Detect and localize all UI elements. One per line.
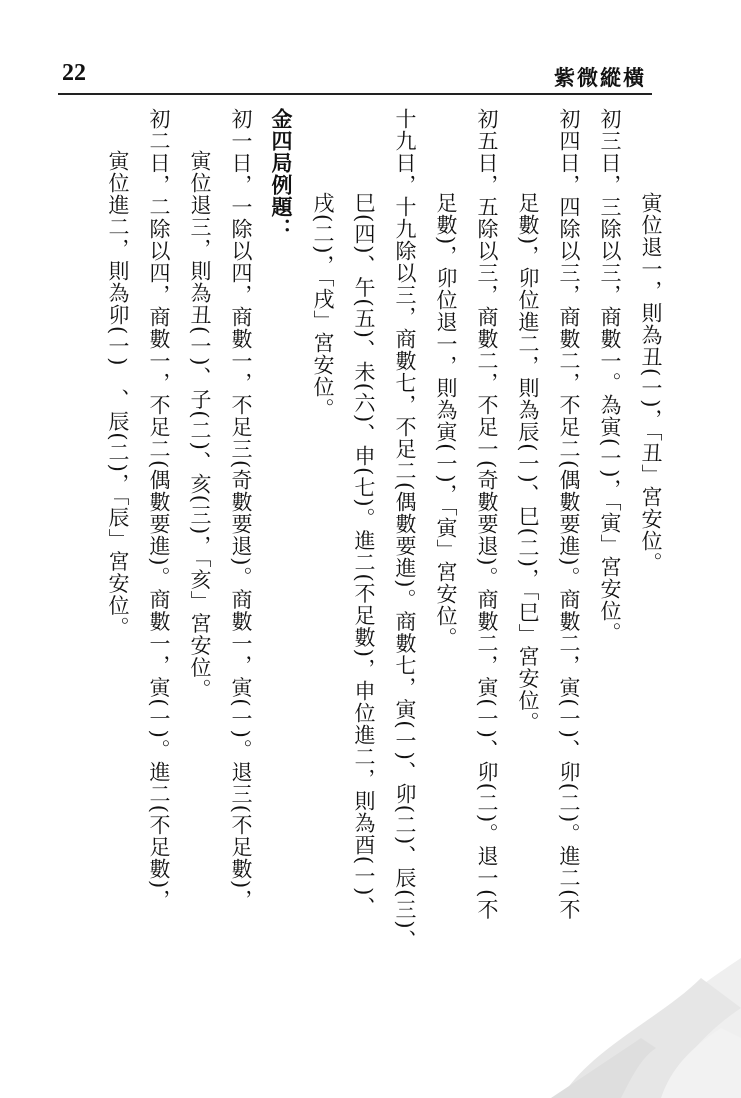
text-line-3: 初四日，四除以三，商數二，不足二(偶數要進)。商數二，寅(一)、卯(二)。進二(不 (557, 108, 581, 921)
text-line-7: 十九日，十九除以三，商數七，不足二(偶數要進)。商數七，寅(一)、卯(二)、辰(三)、 (393, 108, 417, 952)
text-line-2: 初三日，三除以三，商數一。為寅(一)，「寅」宮安位。 (598, 108, 622, 644)
text-line-5: 初五日，五除以三，商數二，不足一(奇數要退)。商數二，寅(一)、卯(二)。退一(不 (475, 108, 499, 921)
text-line-8: 巳(四)、午(五)、未(六)、申(七)。進二(不足數)，申位進二，則為酉(一)、 (352, 192, 376, 919)
vertical-body-text (97, 108, 671, 1068)
text-line-4: 足數)，卯位進二，則為辰(一)、巳(二)，「巳」宮安位。 (516, 192, 540, 734)
header-rule (58, 93, 652, 95)
section-heading: 金四局例題： (269, 108, 294, 240)
page-number: 22 (62, 60, 86, 86)
text-line-12: 寅位退三，則為丑(一)、子(二)、亥(三)，「亥」宮安位。 (188, 150, 212, 701)
text-line-13: 初二日，二除以四，商數一，不足二(偶數要進)。商數一，寅(一)。進二(不足數)， (147, 108, 171, 912)
text-line-6: 足數)，卯位退一，則為寅(一)，「寅」宮安位。 (434, 192, 458, 650)
text-line-9: 戌(二)，「戌」宮安位。 (311, 192, 335, 420)
text-line-1: 寅位退一，則為丑(一)，「丑」宮安位。 (639, 192, 663, 574)
text-line-14: 寅位進二，則為卯(一) 、辰(二)，「辰」宮安位。 (106, 150, 130, 639)
running-head-title: 紫微縱橫 (554, 65, 646, 90)
text-line-11: 初一日，一除以四，商數一，不足三(奇數要退)。商數一，寅(一)。退三(不足數)， (229, 108, 253, 912)
